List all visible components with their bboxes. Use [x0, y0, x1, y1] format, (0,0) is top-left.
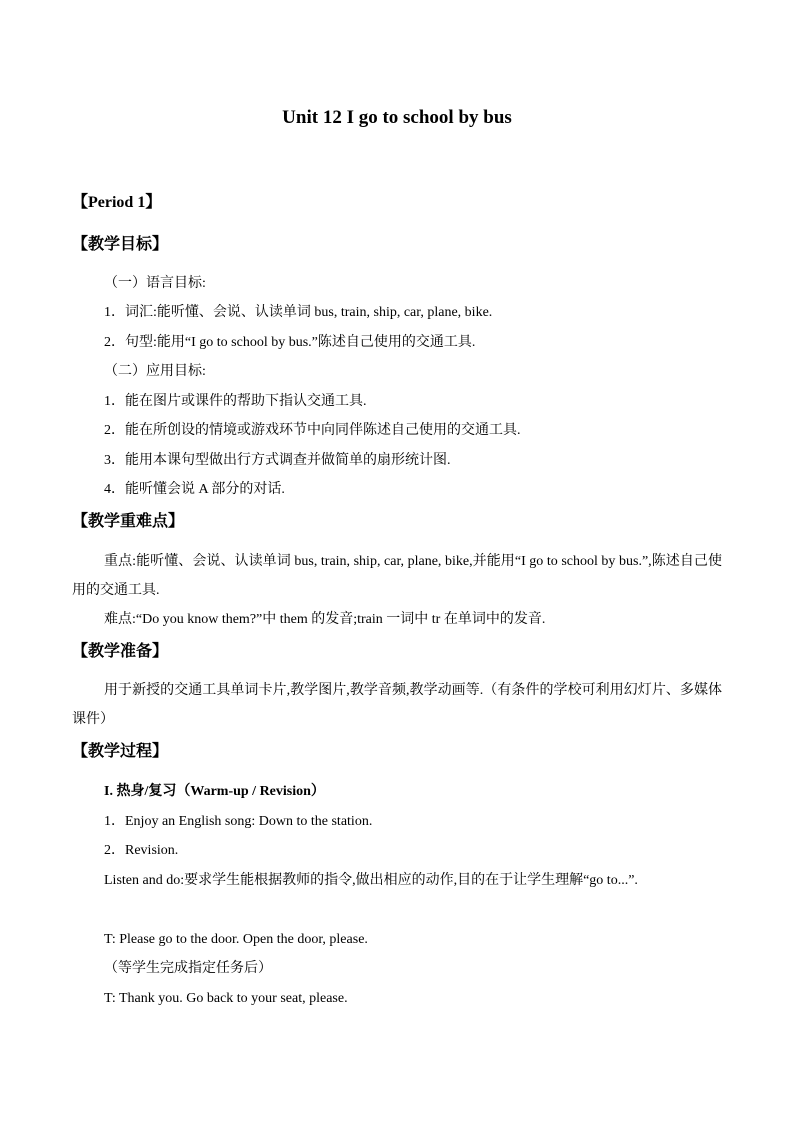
difficult-point-text: 难点:“Do you know them?”中 them 的发音;train 一词中 tr 在单词中的发音.: [104, 612, 546, 627]
objective-app-2: 2．能在所创设的情境或游戏环节中向同伴陈述自己使用的交通工具.: [104, 423, 521, 438]
key-points-heading: 【教学重难点】: [72, 513, 185, 530]
teacher-line-1: T: Please go to the door. Open the door, please.: [104, 932, 368, 947]
teacher-note: （等学生完成指定任务后）: [104, 961, 272, 976]
period-heading: 【Period 1】: [72, 194, 162, 211]
objective-app-1: 1．能在图片或课件的帮助下指认交通工具.: [104, 394, 367, 409]
warmup-step-1: 1．Enjoy an English song: Down to the station.: [104, 814, 373, 829]
preparation-heading: 【教学准备】: [72, 643, 169, 660]
objectives-heading: 【教学目标】: [72, 236, 169, 253]
key-point-text: 重点:能听懂、会说、认读单词 bus, train, ship, car, plane, bike,并能用“I go to school by bus.”,陈述自己使用的交通工具.: [72, 554, 722, 598]
objective-vocabulary: 1．词汇:能听懂、会说、认读单词 bus, train, ship, car, plane, bike.: [104, 305, 493, 320]
warmup-step-2: 2．Revision.: [104, 843, 179, 858]
process-heading: 【教学过程】: [72, 743, 169, 760]
objective-app-4: 4．能听懂会说 A 部分的对话.: [104, 482, 285, 497]
preparation-text: 用于新授的交通工具单词卡片,教学图片,教学音频,教学动画等.（有条件的学校可利用幻灯片、多媒体课件）: [72, 683, 722, 727]
teacher-line-2: T: Thank you. Go back to your seat, please.: [104, 991, 348, 1006]
warmup-subheading: I. 热身/复习（Warm-up / Revision）: [104, 784, 325, 799]
language-objectives-label: （一）语言目标:: [104, 276, 206, 291]
objective-sentence: 2．句型:能用“I go to school by bus.”陈述自己使用的交通工具.: [104, 335, 476, 350]
listen-and-do-text: Listen and do:要求学生能根据教师的指令,做出相应的动作,目的在于让学生理解“go to...”.: [104, 873, 638, 888]
application-objectives-label: （二）应用目标:: [104, 364, 206, 379]
document-title: Unit 12 I go to school by bus: [282, 107, 512, 128]
objective-app-3: 3．能用本课句型做出行方式调查并做简单的扇形统计图.: [104, 453, 451, 468]
